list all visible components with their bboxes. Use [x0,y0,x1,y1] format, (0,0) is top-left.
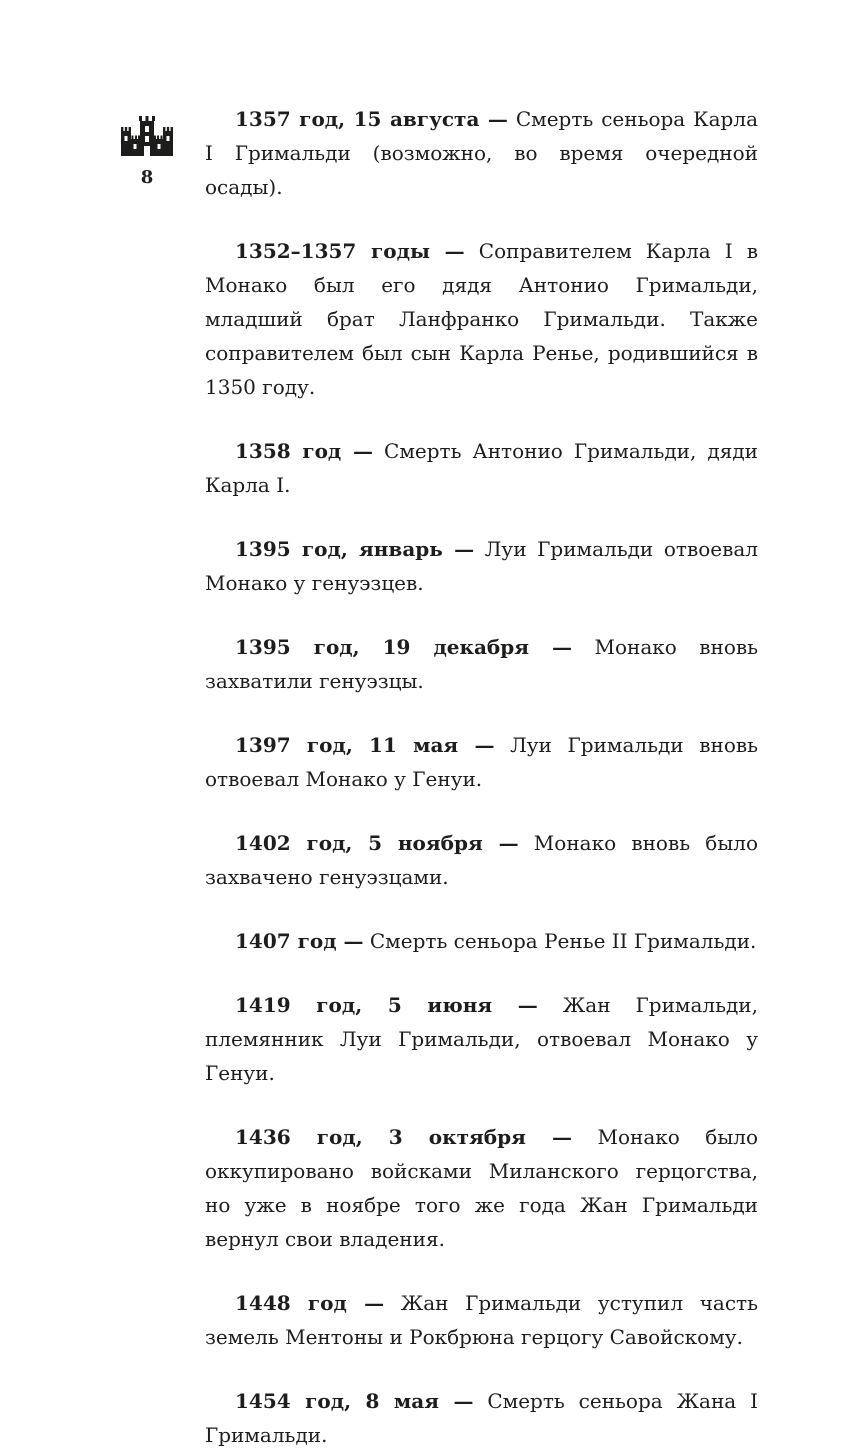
entry-date: 1395 год, январь — [235,537,475,561]
entry-date: 1358 год — [235,439,373,463]
entry-text: Монако вновь захватили генуэзцы. [205,635,759,693]
entry-text: Жан Гримальди уступил часть земель Ментоны и Рокбрюна герцогу Савойскому. [205,1291,759,1349]
entry-text: Смерть Антонио Гримальди, дяди Карла I. [205,439,759,497]
entry-date: 1419 год, 5 июня — [235,993,538,1017]
page-margin-block [110,116,184,188]
entry-date: 1352–1357 годы — [235,239,465,263]
entry-date: 1436 год, 3 октября — [235,1125,572,1149]
timeline-entry [205,1120,758,1256]
timeline-entry [205,102,758,204]
entry-date: 1448 год — [235,1291,385,1315]
entry-date: 1397 год, 11 мая — [235,733,495,757]
entry-text: Смерть сеньора Жана I Гримальди. [205,1389,758,1447]
entry-text: Соправителем Карла I в Монако был его дядя Антонио Гримальди, младший брат Ланфранко Гримальди. Также соправителем был сын Карла Ренье, родившийся в 1350 году. [205,239,759,399]
castle-ornament-icon [110,116,184,160]
entry-date: 1454 год, 8 мая — [235,1389,474,1413]
entry-text: Луи Гримальди вновь отвоевал Монако у Генуи. [205,733,759,791]
entry-date: 1395 год, 19 декабря — [235,635,573,659]
timeline-entry [205,532,758,600]
entry-text: Монако было оккупировано войсками Миланского герцогства, но уже в ноябре того же года Жан Гримальди вернул свои владения. [205,1125,759,1251]
timeline-entry [205,630,758,698]
entry-text: Монако вновь было захвачено генуэзцами. [205,831,759,889]
page-number: 8 [140,167,154,188]
timeline-entry [205,728,758,796]
timeline-entry [205,1384,758,1452]
entry-text: Жан Гримальди, племянник Луи Гримальди, отвоевал Монако у Генуи. [205,993,758,1085]
entry-date: 1402 год, 5 ноября — [235,831,519,855]
entry-text: Луи Гримальди отвоевал Монако у генуэзцев. [205,537,759,595]
entry-date: 1407 год — [235,929,364,953]
timeline-entry [205,234,758,404]
entry-text: Смерть сеньора Ренье II Гримальди. [369,929,757,953]
entry-date: 1357 год, 15 августа — [235,107,508,131]
timeline-entry [205,1286,758,1354]
timeline-entry [205,924,758,958]
entry-text: Смерть сеньора Карла I Гримальди (возможно, во время очередной осады). [205,107,758,199]
timeline-entry [205,434,758,502]
timeline-entry [205,826,758,894]
timeline-content [205,102,758,1452]
timeline-entry [205,988,758,1090]
